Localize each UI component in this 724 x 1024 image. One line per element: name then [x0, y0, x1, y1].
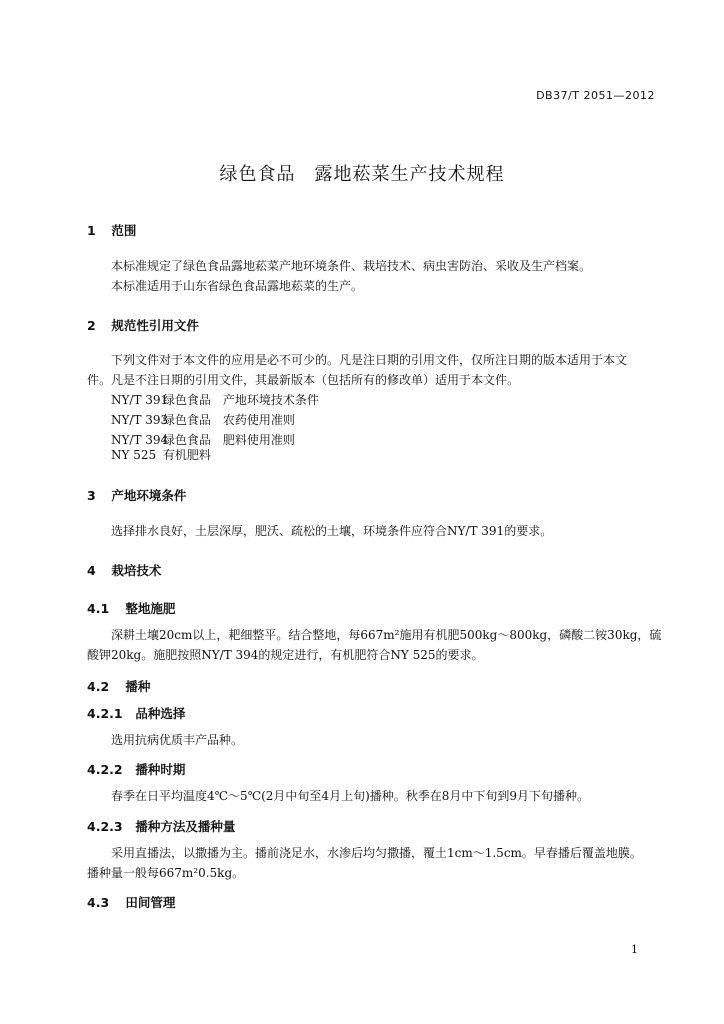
paragraph-line: 件。凡是不注日期的引用文件，其最新版本（包括所有的修改单）适用于本文件。: [87, 373, 520, 387]
paragraph: [87, 730, 657, 750]
paragraph-line: 本标准规定了绿色食品露地菘菜产地环境条件、栽培技术、病虫害防治、采收及生产档案。: [111, 259, 592, 273]
section-number: 4.1: [87, 601, 110, 616]
reference-name: 绿色食品 产地环境技术条件: [162, 393, 319, 407]
section-heading-3: [87, 486, 186, 504]
section-title: 播种时期: [135, 762, 186, 777]
subsection-heading-4-3: [87, 893, 175, 911]
section-heading-1: [87, 221, 136, 239]
paragraph: [87, 786, 657, 806]
subsection-heading-4-2: [87, 677, 150, 695]
paragraph-line: 春季在日平均温度4℃～5℃(2月中旬至4月上旬)播种。秋季在8月中下旬到9月下旬播种。: [111, 789, 590, 803]
section-heading-4: [87, 561, 161, 579]
section-number: 2: [87, 318, 96, 333]
reference-item: [111, 445, 211, 465]
reference-code: NY 525: [111, 448, 157, 462]
paragraph-line: 深耕土壤20cm以上，耙细整平。结合整地，每667m²施用有机肥500kg～800kg，磷酸二铵30kg，硫: [111, 628, 662, 642]
section-title: 产地环境条件: [111, 488, 187, 503]
section-title: 田间管理: [125, 895, 176, 910]
section-number: 3: [87, 488, 96, 503]
paragraph: [87, 350, 657, 390]
paragraph-line: 酸钾20kg。施肥按照NY/T 394的规定进行，有机肥符合NY 525的要求。: [87, 648, 484, 662]
document-title: 绿色食品 露地菘菜生产技术规程: [219, 164, 505, 185]
section-number: 4.2.3: [87, 819, 123, 834]
paragraph-line: 下列文件对于本文件的应用是必不可少的。凡是注日期的引用文件，仅所注日期的版本适用于本文: [111, 353, 628, 367]
paragraph-line: 采用直播法，以撒播为主。播前浇足水，水渗后均匀撒播，覆土1cm～1.5cm。早春播后覆盖地膜。: [111, 846, 642, 860]
section-number: 4.3: [87, 895, 110, 910]
section-number: 4.2.2: [87, 762, 123, 777]
section-number: 4: [87, 563, 96, 578]
paragraph-line: 播种量一般每667m²0.5kg。: [87, 866, 245, 880]
standard-code: DB37/T 2051—2012: [536, 89, 655, 102]
reference-code: NY/T 393: [111, 413, 169, 427]
section-number: 4.2.1: [87, 706, 123, 721]
section-number: 1: [87, 223, 96, 238]
subsection-heading-4-2-2: [87, 760, 185, 778]
paragraph: [87, 625, 662, 665]
subsection-heading-4-2-1: [87, 704, 185, 722]
paragraph-line: 本标准适用于山东省绿色食品露地菘菜的生产。: [111, 279, 364, 293]
section-title: 品种选择: [135, 706, 186, 721]
section-title: 规范性引用文件: [111, 318, 199, 333]
reference-name: 有机肥料: [162, 448, 211, 462]
reference-item: [111, 410, 295, 430]
section-heading-2: [87, 316, 199, 334]
paragraph-line: 选用抗病优质丰产品种。: [111, 733, 244, 747]
reference-name: 绿色食品 农药使用准则: [162, 413, 295, 427]
section-number: 4.2: [87, 679, 110, 694]
section-title: 整地施肥: [125, 601, 176, 616]
subsection-heading-4-2-3: [87, 817, 235, 835]
section-title: 栽培技术: [111, 563, 162, 578]
paragraph: [87, 843, 657, 883]
reference-name: 绿色食品 肥料使用准则: [162, 433, 295, 447]
paragraph: [87, 521, 657, 541]
reference-code: NY/T 394: [111, 433, 169, 447]
section-title: 范围: [111, 223, 137, 238]
page-number: 1: [631, 943, 638, 956]
subsection-heading-4-1: [87, 599, 175, 617]
reference-code: NY/T 391: [111, 393, 169, 407]
section-title: 播种方法及播种量: [135, 819, 236, 834]
paragraph: [87, 256, 657, 296]
section-title: 播种: [125, 679, 151, 694]
paragraph-line: 选择排水良好，土层深厚，肥沃、疏松的土壤，环境条件应符合NY/T 391的要求。: [111, 524, 553, 538]
reference-item: [111, 390, 319, 410]
